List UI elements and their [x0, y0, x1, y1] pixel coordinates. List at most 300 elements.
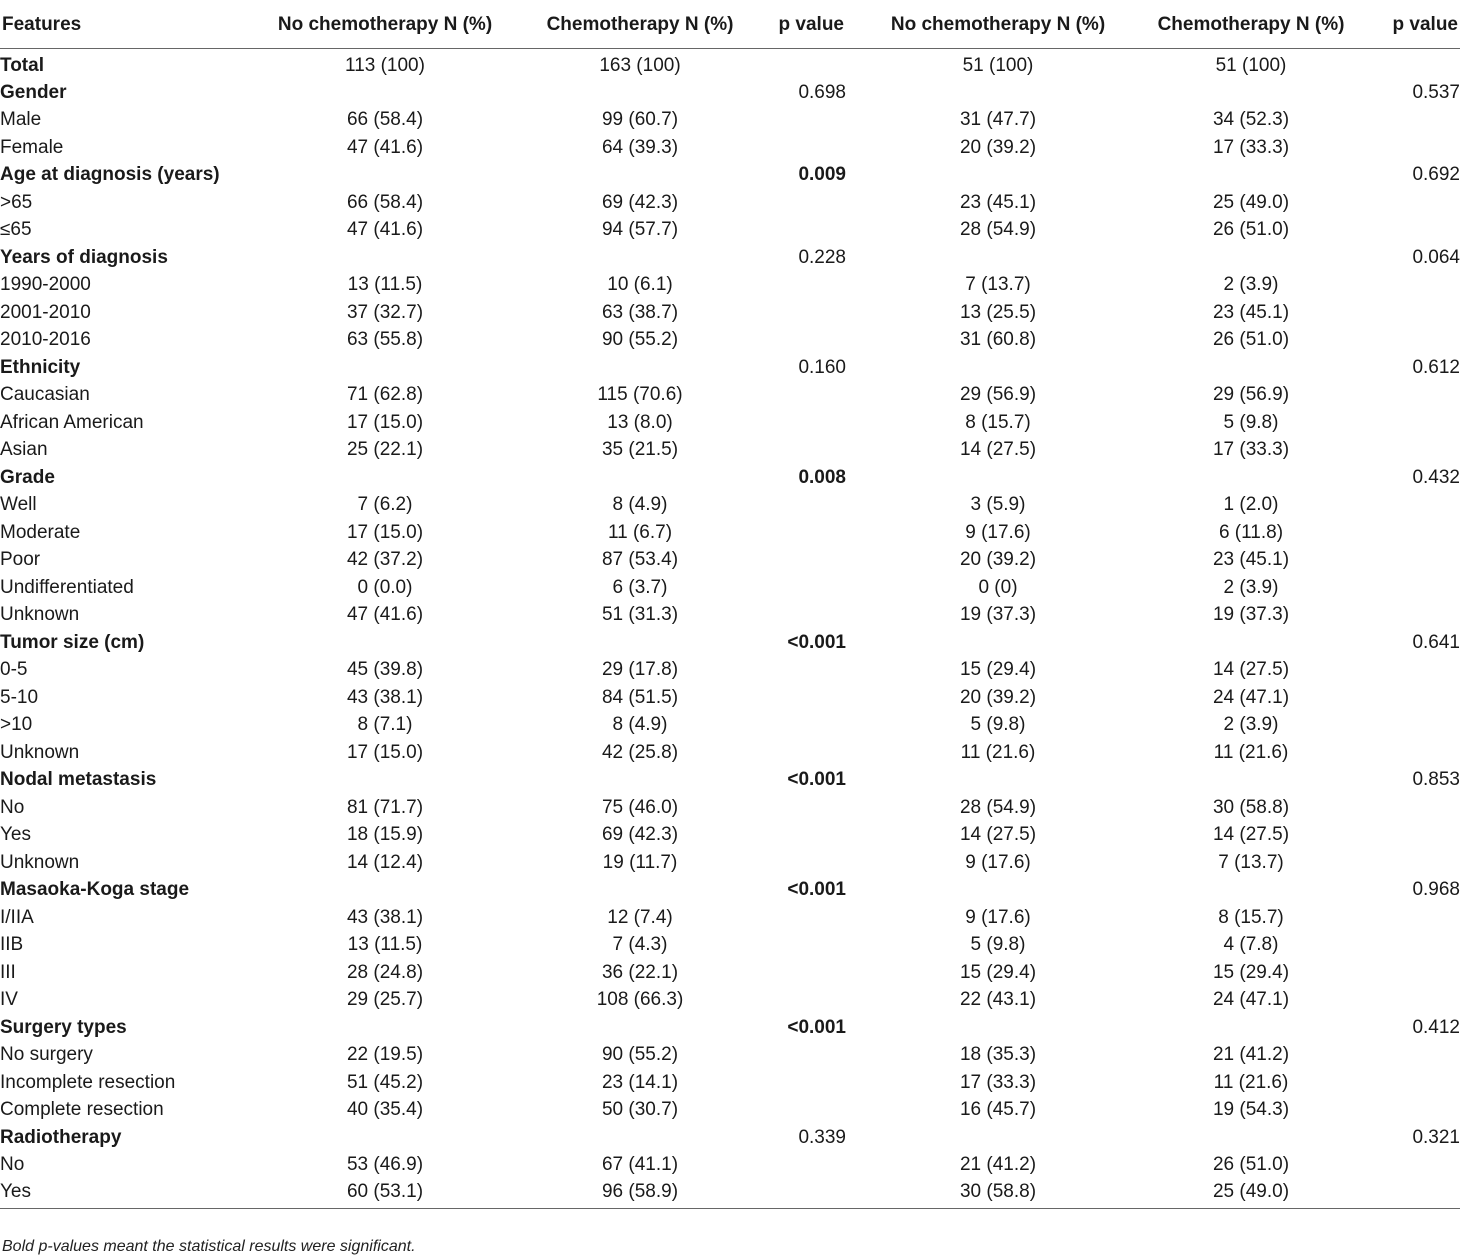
- p-value-2-cell: [1352, 134, 1460, 162]
- table-row: [0, 1096, 1460, 1124]
- header-no-chemotherapy-2: No chemotherapy N (%): [846, 0, 1150, 49]
- feature-cell: 2010-2016: [0, 329, 91, 351]
- p-value-1-cell: [746, 739, 846, 767]
- header-row: [0, 0, 1460, 49]
- no-chemotherapy-2-cell: 15 (29.4): [959, 961, 1037, 983]
- feature-cell: Surgery types: [0, 1016, 127, 1038]
- no-chemotherapy-2-cell: 23 (45.1): [959, 191, 1037, 213]
- no-chemotherapy-2-cell: 14 (27.5): [959, 824, 1037, 846]
- no-chemotherapy-1-cell: 66 (58.4): [346, 191, 424, 213]
- table-row: [0, 326, 1460, 354]
- no-chemotherapy-2-cell: [846, 161, 1150, 189]
- chemotherapy-2-cell: [1150, 876, 1352, 904]
- table-row: [0, 711, 1460, 739]
- p-value-1-cell: [746, 381, 846, 409]
- no-chemotherapy-1-cell: [236, 354, 534, 382]
- p-value-1-cell: [746, 491, 846, 519]
- p-value-2-cell: [1352, 1151, 1460, 1179]
- p-value-2-cell: [1352, 491, 1460, 519]
- table-row-group: [0, 49, 1460, 79]
- header-no-chemotherapy-1: No chemotherapy N (%): [236, 0, 534, 49]
- p-value-2-cell: [1352, 1041, 1460, 1069]
- p-value-2-cell: 0.641: [1412, 631, 1460, 653]
- chemotherapy-1-cell: 84 (51.5): [601, 686, 679, 708]
- table-row-group: [0, 464, 1460, 492]
- p-value-1-cell: [746, 216, 846, 244]
- chemotherapy-1-cell: [534, 766, 746, 794]
- no-chemotherapy-2-cell: 7 (13.7): [965, 274, 1031, 296]
- table-row: [0, 904, 1460, 932]
- chemotherapy-1-cell: [534, 79, 746, 107]
- chemotherapy-2-cell: 51 (100): [1215, 54, 1287, 76]
- no-chemotherapy-1-cell: 17 (15.0): [346, 741, 424, 763]
- table-row: [0, 739, 1460, 767]
- chemotherapy-2-cell: 4 (7.8): [1223, 934, 1279, 956]
- no-chemotherapy-1-cell: 22 (19.5): [346, 1044, 424, 1066]
- table-row: [0, 931, 1460, 959]
- chemotherapy-2-cell: 17 (33.3): [1212, 136, 1290, 158]
- chemotherapy-1-cell: 96 (58.9): [601, 1181, 679, 1203]
- no-chemotherapy-2-cell: 21 (41.2): [959, 1154, 1037, 1176]
- no-chemotherapy-2-cell: 9 (17.6): [965, 521, 1031, 543]
- table-row: [0, 1041, 1460, 1069]
- header-features: Features: [0, 0, 236, 49]
- feature-cell: Moderate: [0, 521, 81, 543]
- no-chemotherapy-1-cell: 13 (11.5): [347, 934, 423, 956]
- chemotherapy-1-cell: 115 (70.6): [597, 384, 683, 406]
- chemotherapy-1-cell: 8 (4.9): [612, 494, 668, 516]
- feature-cell: Grade: [0, 466, 55, 488]
- feature-cell: Unknown: [0, 851, 80, 873]
- p-value-2-cell: [1352, 519, 1460, 547]
- p-value-1-cell: 0.009: [798, 164, 846, 186]
- p-value-1-cell: [746, 1069, 846, 1097]
- table-row: [0, 271, 1460, 299]
- no-chemotherapy-2-cell: 5 (9.8): [970, 934, 1026, 956]
- chemotherapy-2-cell: 21 (41.2): [1212, 1044, 1290, 1066]
- p-value-1-cell: [746, 1041, 846, 1069]
- table-row: [0, 409, 1460, 437]
- chemotherapy-1-cell: 50 (30.7): [601, 1099, 679, 1121]
- p-value-2-cell: 0.537: [1412, 81, 1460, 103]
- no-chemotherapy-1-cell: 43 (38.1): [346, 906, 424, 928]
- chemotherapy-1-cell: 35 (21.5): [601, 439, 679, 461]
- p-value-2-cell: 0.692: [1412, 164, 1460, 186]
- no-chemotherapy-2-cell: 3 (5.9): [970, 494, 1026, 516]
- no-chemotherapy-1-cell: 17 (15.0): [346, 521, 424, 543]
- feature-cell: Well: [0, 494, 37, 516]
- chemotherapy-1-cell: 94 (57.7): [601, 219, 679, 241]
- p-value-2-cell: [1352, 216, 1460, 244]
- table-row: [0, 134, 1460, 162]
- no-chemotherapy-2-cell: 22 (43.1): [959, 989, 1037, 1011]
- table-row-group: [0, 1014, 1460, 1042]
- feature-cell: Unknown: [0, 604, 80, 626]
- chemotherapy-1-cell: 90 (55.2): [601, 329, 679, 351]
- feature-cell: 1990-2000: [0, 274, 91, 296]
- p-value-2-cell: [1352, 656, 1460, 684]
- feature-cell: IIB: [0, 934, 24, 956]
- no-chemotherapy-1-cell: 28 (24.8): [346, 961, 424, 983]
- chemotherapy-1-cell: 23 (14.1): [601, 1071, 679, 1093]
- chemotherapy-2-cell: 23 (45.1): [1212, 301, 1290, 323]
- chemotherapy-2-cell: 24 (47.1): [1212, 989, 1290, 1011]
- chemotherapy-1-cell: [534, 354, 746, 382]
- table-footnote: Bold p-values meant the statistical results were significant.: [2, 1238, 416, 1255]
- no-chemotherapy-1-cell: 53 (46.9): [346, 1154, 424, 1176]
- no-chemotherapy-2-cell: 28 (54.9): [959, 219, 1037, 241]
- no-chemotherapy-2-cell: 29 (56.9): [959, 384, 1037, 406]
- no-chemotherapy-2-cell: 15 (29.4): [959, 659, 1037, 681]
- no-chemotherapy-2-cell: [846, 1014, 1150, 1042]
- no-chemotherapy-1-cell: [236, 766, 534, 794]
- table-row-group: [0, 354, 1460, 382]
- no-chemotherapy-1-cell: 7 (6.2): [357, 494, 413, 516]
- p-value-1-cell: <0.001: [787, 879, 846, 901]
- table-row-group: [0, 629, 1460, 657]
- no-chemotherapy-2-cell: [846, 79, 1150, 107]
- chemotherapy-1-cell: [534, 876, 746, 904]
- no-chemotherapy-1-cell: 51 (45.2): [346, 1071, 424, 1093]
- feature-cell: Female: [0, 136, 64, 158]
- feature-cell: Ethnicity: [0, 356, 81, 378]
- chemotherapy-1-cell: 51 (31.3): [601, 604, 679, 626]
- no-chemotherapy-1-cell: 63 (55.8): [346, 329, 424, 351]
- p-value-2-cell: [1352, 959, 1460, 987]
- p-value-1-cell: [746, 326, 846, 354]
- table-row: [0, 519, 1460, 547]
- no-chemotherapy-1-cell: 8 (7.1): [357, 714, 413, 736]
- feature-cell: I/IIA: [0, 906, 34, 928]
- p-value-1-cell: <0.001: [787, 631, 846, 653]
- p-value-2-cell: [1352, 381, 1460, 409]
- p-value-2-cell: 0.432: [1412, 466, 1460, 488]
- table-row-group: [0, 244, 1460, 272]
- p-value-1-cell: [746, 656, 846, 684]
- chemotherapy-2-cell: [1150, 1124, 1352, 1152]
- feature-cell: III: [0, 961, 16, 983]
- no-chemotherapy-1-cell: 29 (25.7): [346, 989, 424, 1011]
- chemotherapy-2-cell: 19 (54.3): [1212, 1099, 1290, 1121]
- no-chemotherapy-1-cell: 18 (15.9): [346, 824, 424, 846]
- no-chemotherapy-1-cell: [236, 244, 534, 272]
- chemotherapy-2-cell: 2 (3.9): [1223, 714, 1279, 736]
- table-row-group: [0, 79, 1460, 107]
- p-value-2-cell: 0.853: [1412, 769, 1460, 791]
- no-chemotherapy-1-cell: 37 (32.7): [346, 301, 424, 323]
- chemotherapy-1-cell: 13 (8.0): [607, 411, 673, 433]
- table-row: [0, 684, 1460, 712]
- no-chemotherapy-2-cell: 9 (17.6): [965, 851, 1031, 873]
- no-chemotherapy-2-cell: [846, 464, 1150, 492]
- chemotherapy-1-cell: [534, 1014, 746, 1042]
- feature-cell: No surgery: [0, 1044, 93, 1066]
- no-chemotherapy-1-cell: [236, 464, 534, 492]
- no-chemotherapy-1-cell: 81 (71.7): [346, 796, 424, 818]
- no-chemotherapy-1-cell: [236, 1014, 534, 1042]
- feature-cell: 0-5: [0, 659, 28, 681]
- chemotherapy-1-cell: 67 (41.1): [601, 1154, 679, 1176]
- feature-cell: No: [0, 796, 25, 818]
- p-value-1-cell: [746, 49, 846, 79]
- chemotherapy-2-cell: 2 (3.9): [1223, 576, 1279, 598]
- chemotherapy-2-cell: 11 (21.6): [1213, 741, 1289, 763]
- no-chemotherapy-2-cell: 14 (27.5): [959, 439, 1037, 461]
- feature-cell: Yes: [0, 1181, 31, 1203]
- chemotherapy-2-cell: 11 (21.6): [1213, 1071, 1289, 1093]
- p-value-2-cell: [1352, 326, 1460, 354]
- no-chemotherapy-2-cell: 13 (25.5): [959, 301, 1037, 323]
- chemotherapy-2-cell: 8 (15.7): [1218, 906, 1284, 928]
- feature-cell: 5-10: [0, 686, 39, 708]
- table-row: [0, 189, 1460, 217]
- chemotherapy-2-cell: 1 (2.0): [1223, 494, 1279, 516]
- table-row: [0, 601, 1460, 629]
- no-chemotherapy-2-cell: 20 (39.2): [959, 686, 1037, 708]
- chemotherapy-1-cell: 90 (55.2): [601, 1044, 679, 1066]
- chemotherapy-1-cell: 11 (6.7): [607, 521, 673, 543]
- no-chemotherapy-2-cell: 31 (47.7): [959, 109, 1037, 131]
- chemotherapy-1-cell: 75 (46.0): [601, 796, 679, 818]
- p-value-2-cell: [1352, 49, 1460, 79]
- chemotherapy-2-cell: [1150, 766, 1352, 794]
- no-chemotherapy-2-cell: 20 (39.2): [959, 549, 1037, 571]
- no-chemotherapy-1-cell: 47 (41.6): [346, 136, 424, 158]
- p-value-2-cell: 0.968: [1412, 879, 1460, 901]
- chemotherapy-2-cell: [1150, 79, 1352, 107]
- p-value-1-cell: 0.228: [798, 246, 846, 268]
- p-value-1-cell: [746, 959, 846, 987]
- table-row: [0, 216, 1460, 244]
- table-header: [0, 0, 1460, 49]
- p-value-2-cell: 0.412: [1412, 1016, 1460, 1038]
- feature-cell: Male: [0, 109, 42, 131]
- no-chemotherapy-2-cell: 8 (15.7): [965, 411, 1031, 433]
- feature-cell: Nodal metastasis: [0, 769, 157, 791]
- p-value-2-cell: [1352, 106, 1460, 134]
- p-value-2-cell: [1352, 436, 1460, 464]
- p-value-1-cell: [746, 189, 846, 217]
- no-chemotherapy-2-cell: [846, 354, 1150, 382]
- p-value-1-cell: [746, 1096, 846, 1124]
- p-value-1-cell: [746, 299, 846, 327]
- table-row: [0, 546, 1460, 574]
- p-value-2-cell: [1352, 904, 1460, 932]
- no-chemotherapy-1-cell: 47 (41.6): [346, 219, 424, 241]
- chemotherapy-2-cell: 7 (13.7): [1218, 851, 1284, 873]
- table-row: [0, 821, 1460, 849]
- no-chemotherapy-1-cell: 14 (12.4): [346, 851, 424, 873]
- chemotherapy-1-cell: 42 (25.8): [601, 741, 679, 763]
- p-value-2-cell: [1352, 739, 1460, 767]
- chemotherapy-2-cell: 26 (51.0): [1212, 219, 1290, 241]
- p-value-1-cell: [746, 134, 846, 162]
- chemotherapy-2-cell: 17 (33.3): [1212, 439, 1290, 461]
- chemotherapy-2-cell: 29 (56.9): [1212, 384, 1290, 406]
- chemotherapy-1-cell: 87 (53.4): [601, 549, 679, 571]
- p-value-1-cell: [746, 519, 846, 547]
- header-p-value-1: p value: [746, 0, 846, 49]
- no-chemotherapy-1-cell: 47 (41.6): [346, 604, 424, 626]
- table-row: [0, 491, 1460, 519]
- no-chemotherapy-2-cell: 0 (0): [978, 576, 1018, 598]
- no-chemotherapy-2-cell: 28 (54.9): [959, 796, 1037, 818]
- table-row: [0, 794, 1460, 822]
- p-value-1-cell: [746, 271, 846, 299]
- feature-cell: IV: [0, 989, 18, 1011]
- p-value-1-cell: [746, 711, 846, 739]
- chemotherapy-1-cell: 69 (42.3): [601, 824, 679, 846]
- no-chemotherapy-2-cell: 9 (17.6): [965, 906, 1031, 928]
- p-value-1-cell: <0.001: [787, 769, 846, 791]
- no-chemotherapy-1-cell: 71 (62.8): [346, 384, 424, 406]
- chemotherapy-2-cell: 23 (45.1): [1212, 549, 1290, 571]
- no-chemotherapy-2-cell: 17 (33.3): [959, 1071, 1037, 1093]
- table-row: [0, 574, 1460, 602]
- no-chemotherapy-2-cell: [846, 876, 1150, 904]
- feature-cell: African American: [0, 411, 144, 433]
- chemotherapy-2-cell: [1150, 161, 1352, 189]
- feature-cell: >10: [0, 714, 33, 736]
- p-value-1-cell: 0.160: [798, 356, 846, 378]
- chemotherapy-2-cell: 26 (51.0): [1212, 1154, 1290, 1176]
- no-chemotherapy-2-cell: 19 (37.3): [959, 604, 1037, 626]
- feature-cell: Years of diagnosis: [0, 246, 168, 268]
- table-row-group: [0, 766, 1460, 794]
- feature-cell: Unknown: [0, 741, 80, 763]
- p-value-1-cell: 0.698: [798, 81, 846, 103]
- no-chemotherapy-1-cell: 45 (39.8): [346, 659, 424, 681]
- no-chemotherapy-1-cell: [236, 161, 534, 189]
- chemotherapy-1-cell: 64 (39.3): [601, 136, 679, 158]
- chemotherapy-2-cell: 2 (3.9): [1223, 274, 1279, 296]
- chemotherapy-2-cell: 25 (49.0): [1212, 1181, 1290, 1203]
- no-chemotherapy-2-cell: 30 (58.8): [959, 1181, 1037, 1203]
- chemotherapy-1-cell: [534, 244, 746, 272]
- chemotherapy-2-cell: 25 (49.0): [1212, 191, 1290, 213]
- no-chemotherapy-2-cell: 11 (21.6): [960, 741, 1036, 763]
- feature-cell: Radiotherapy: [0, 1126, 122, 1148]
- p-value-2-cell: [1352, 1179, 1460, 1209]
- p-value-1-cell: [746, 574, 846, 602]
- p-value-1-cell: [746, 546, 846, 574]
- chemotherapy-2-cell: 34 (52.3): [1212, 109, 1290, 131]
- p-value-2-cell: 0.064: [1412, 246, 1460, 268]
- chemotherapy-1-cell: 29 (17.8): [601, 659, 679, 681]
- table-row-group: [0, 876, 1460, 904]
- p-value-1-cell: [746, 931, 846, 959]
- p-value-2-cell: [1352, 1096, 1460, 1124]
- feature-cell: Gender: [0, 81, 67, 103]
- p-value-2-cell: [1352, 684, 1460, 712]
- p-value-1-cell: [746, 849, 846, 877]
- chemotherapy-2-cell: 5 (9.8): [1223, 411, 1279, 433]
- chemotherapy-2-cell: [1150, 464, 1352, 492]
- p-value-2-cell: [1352, 931, 1460, 959]
- chemotherapy-2-cell: 15 (29.4): [1212, 961, 1290, 983]
- p-value-2-cell: [1352, 821, 1460, 849]
- p-value-2-cell: [1352, 271, 1460, 299]
- chemotherapy-1-cell: 69 (42.3): [601, 191, 679, 213]
- chemotherapy-1-cell: 163 (100): [599, 54, 681, 76]
- table-row: [0, 959, 1460, 987]
- no-chemotherapy-1-cell: 60 (53.1): [346, 1181, 424, 1203]
- p-value-2-cell: [1352, 546, 1460, 574]
- p-value-1-cell: [746, 986, 846, 1014]
- table-row: [0, 1179, 1460, 1209]
- p-value-2-cell: [1352, 299, 1460, 327]
- p-value-1-cell: [746, 106, 846, 134]
- chemotherapy-1-cell: 99 (60.7): [601, 109, 679, 131]
- p-value-1-cell: [746, 794, 846, 822]
- feature-cell: Tumor size (cm): [0, 631, 145, 653]
- p-value-1-cell: 0.339: [798, 1126, 846, 1148]
- feature-cell: Incomplete resection: [0, 1071, 176, 1093]
- feature-cell: No: [0, 1154, 25, 1176]
- p-value-1-cell: [746, 409, 846, 437]
- p-value-2-cell: [1352, 574, 1460, 602]
- feature-cell: Masaoka-Koga stage: [0, 879, 190, 901]
- p-value-2-cell: [1352, 986, 1460, 1014]
- p-value-2-cell: [1352, 409, 1460, 437]
- chemotherapy-2-cell: 19 (37.3): [1212, 604, 1290, 626]
- chemotherapy-2-cell: [1150, 1014, 1352, 1042]
- p-value-2-cell: [1352, 711, 1460, 739]
- no-chemotherapy-1-cell: 42 (37.2): [346, 549, 424, 571]
- feature-cell: 2001-2010: [0, 301, 91, 323]
- no-chemotherapy-2-cell: [846, 766, 1150, 794]
- p-value-2-cell: 0.612: [1412, 356, 1460, 378]
- feature-cell: Poor: [0, 549, 41, 571]
- no-chemotherapy-2-cell: [846, 244, 1150, 272]
- chemotherapy-2-cell: [1150, 244, 1352, 272]
- chemotherapy-1-cell: 63 (38.7): [601, 301, 679, 323]
- no-chemotherapy-2-cell: 16 (45.7): [959, 1099, 1037, 1121]
- no-chemotherapy-1-cell: 0 (0.0): [357, 576, 413, 598]
- feature-cell: Caucasian: [0, 384, 90, 406]
- table-row-group: [0, 1124, 1460, 1152]
- p-value-1-cell: [746, 1179, 846, 1209]
- no-chemotherapy-1-cell: [236, 629, 534, 657]
- chemotherapy-2-cell: 6 (11.8): [1218, 521, 1284, 543]
- feature-cell: Complete resection: [0, 1099, 164, 1121]
- p-value-1-cell: 0.008: [798, 466, 846, 488]
- table-row: [0, 106, 1460, 134]
- p-value-1-cell: <0.001: [787, 1016, 846, 1038]
- p-value-1-cell: [746, 601, 846, 629]
- chemotherapy-1-cell: 6 (3.7): [612, 576, 668, 598]
- no-chemotherapy-2-cell: 51 (100): [962, 54, 1034, 76]
- p-value-1-cell: [746, 684, 846, 712]
- no-chemotherapy-1-cell: [236, 1124, 534, 1152]
- no-chemotherapy-1-cell: [236, 876, 534, 904]
- no-chemotherapy-1-cell: 13 (11.5): [347, 274, 423, 296]
- chemotherapy-2-cell: 14 (27.5): [1212, 824, 1290, 846]
- no-chemotherapy-1-cell: 43 (38.1): [346, 686, 424, 708]
- chemotherapy-1-cell: [534, 161, 746, 189]
- no-chemotherapy-2-cell: 18 (35.3): [959, 1044, 1037, 1066]
- p-value-1-cell: [746, 1151, 846, 1179]
- chemotherapy-1-cell: 19 (11.7): [602, 851, 678, 873]
- header-chemotherapy-2: Chemotherapy N (%): [1150, 0, 1352, 49]
- chemotherapy-1-cell: [534, 1124, 746, 1152]
- feature-cell: >65: [0, 191, 33, 213]
- chemotherapy-2-cell: 26 (51.0): [1212, 329, 1290, 351]
- table-row-group: [0, 161, 1460, 189]
- p-value-2-cell: [1352, 849, 1460, 877]
- chemotherapy-2-cell: 14 (27.5): [1212, 659, 1290, 681]
- table-row: [0, 1151, 1460, 1179]
